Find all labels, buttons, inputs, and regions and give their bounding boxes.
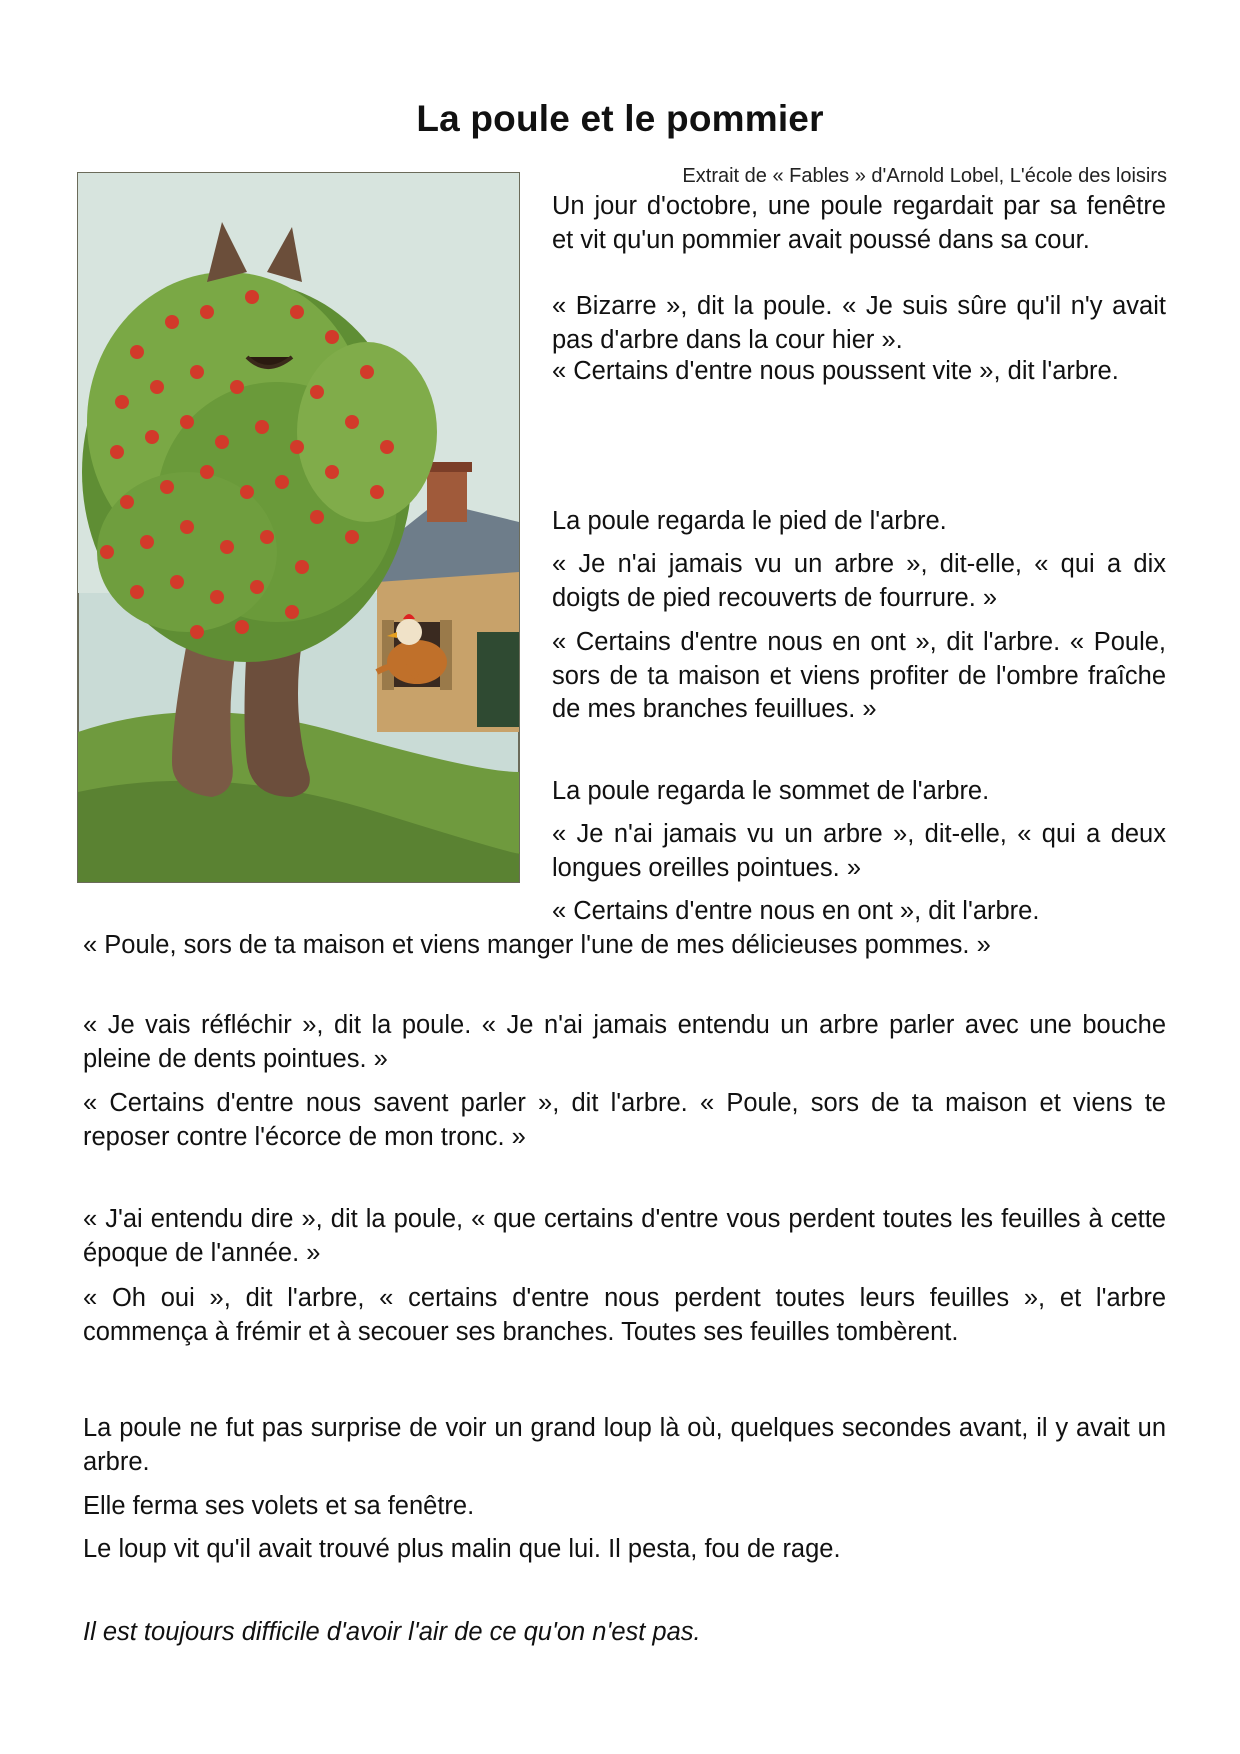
paragraph: « Oh oui », dit l'arbre, « certains d'entre nous perdent toutes leurs feuilles », et l'arbre commença à frémir et à secouer ses branches. Toutes ses feuilles tombèrent. [83, 1284, 1166, 1346]
source-credit: Extrait de « Fables » d'Arnold Lobel, L'école des loisirs [682, 165, 1167, 187]
paragraph: « Certains d'entre nous en ont », dit l'arbre. [552, 897, 1040, 925]
paragraph: Le loup vit qu'il avait trouvé plus malin que lui. Il pesta, fou de rage. [83, 1535, 841, 1563]
paragraph: « Certains d'entre nous poussent vite », dit l'arbre. [552, 357, 1119, 385]
paragraph: « Je n'ai jamais vu un arbre », dit-elle, « qui a dix doigts de pied recouverts de fourrure. » [552, 550, 1166, 612]
paragraph: La poule regarda le sommet de l'arbre. [552, 777, 990, 805]
page-title: La poule et le pommier [416, 98, 824, 139]
paragraph: « Bizarre », dit la poule. « Je suis sûre qu'il n'y avait pas d'arbre dans la cour hier ». [552, 292, 1166, 354]
paragraph: Un jour d'octobre, une poule regardait par sa fenêtre et vit qu'un pommier avait poussé dans sa cour. [552, 192, 1166, 254]
moral: Il est toujours difficile d'avoir l'air de ce qu'on n'est pas. [83, 1618, 701, 1646]
paragraph: « Je vais réfléchir », dit la poule. « Je n'ai jamais entendu un arbre parler avec une bouche pleine de dents pointues. » [83, 1011, 1166, 1073]
wolf-disguised-as-apple-tree-and-hen-illustration [77, 172, 520, 883]
paragraph: Elle ferma ses volets et sa fenêtre. [83, 1492, 475, 1520]
paragraph: « Poule, sors de ta maison et viens manger l'une de mes délicieuses pommes. » [83, 931, 991, 959]
paragraph: « Certains d'entre nous savent parler », dit l'arbre. « Poule, sors de ta maison et viens te reposer contre l'écorce de mon tronc. » [83, 1089, 1166, 1151]
paragraph: « J'ai entendu dire », dit la poule, « que certains d'entre vous perdent toutes les feuilles à cette époque de l'année. » [83, 1205, 1166, 1267]
paragraph: La poule ne fut pas surprise de voir un grand loup là où, quelques secondes avant, il y avait un arbre. [83, 1414, 1166, 1476]
paragraph: « Certains d'entre nous en ont », dit l'arbre. « Poule, sors de ta maison et viens profiter de l'ombre fraîche de mes branches feuillues. » [552, 628, 1166, 723]
paragraph: « Je n'ai jamais vu un arbre », dit-elle, « qui a deux longues oreilles pointues. » [552, 820, 1166, 882]
paragraph: La poule regarda le pied de l'arbre. [552, 507, 947, 535]
